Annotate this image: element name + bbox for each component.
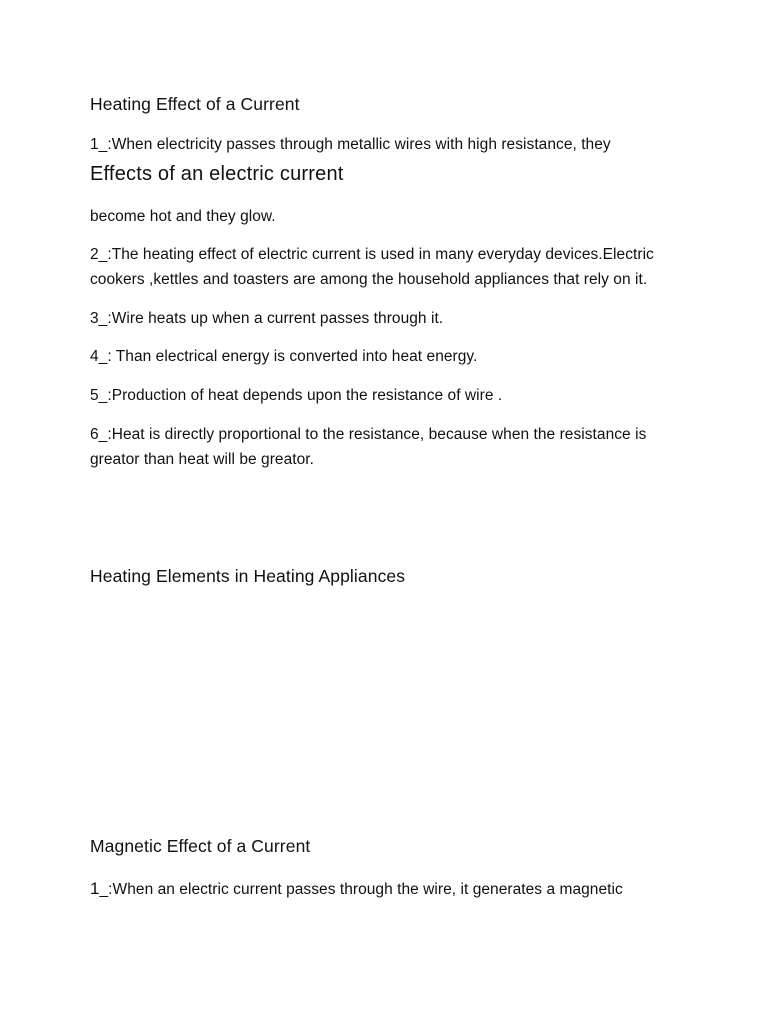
paragraph-2-line-2: cookers ,kettles and toasters are among the household appliances that rely on it. bbox=[90, 271, 648, 288]
paragraph-1-line-2: become hot and they glow. bbox=[90, 208, 276, 225]
magnetic-paragraph-1-text: _:When an electric current passes through the wire, it generates a magnetic bbox=[99, 881, 623, 898]
heading-heating-elements: Heating Elements in Heating Appliances bbox=[90, 566, 406, 586]
heading-heating-effect: Heating Effect of a Current bbox=[90, 94, 300, 114]
paragraph-2-line-1: 2_:The heating effect of electric current is used in many everyday devices.Electric bbox=[90, 246, 654, 263]
overlay-heading-effects: Effects of an electric current bbox=[90, 163, 344, 185]
paragraph-4: 4_: Than electrical energy is converted into heat energy. bbox=[90, 348, 478, 365]
paragraph-5: 5_:Production of heat depends upon the resistance of wire . bbox=[90, 387, 503, 404]
paragraph-1-line-1: 1_:When electricity passes through metallic wires with high resistance, they bbox=[90, 136, 611, 153]
heading-magnetic-effect: Magnetic Effect of a Current bbox=[90, 836, 311, 856]
paragraph-6-line-2: greator than heat will be greator. bbox=[90, 451, 315, 468]
paragraph-3: 3_:Wire heats up when a current passes through it. bbox=[90, 310, 444, 327]
paragraph-6-line-1: 6_:Heat is directly proportional to the resistance, because when the resistance is bbox=[90, 426, 647, 443]
magnetic-paragraph-1-number: 1 bbox=[90, 879, 100, 898]
magnetic-paragraph-1 bbox=[90, 879, 623, 899]
